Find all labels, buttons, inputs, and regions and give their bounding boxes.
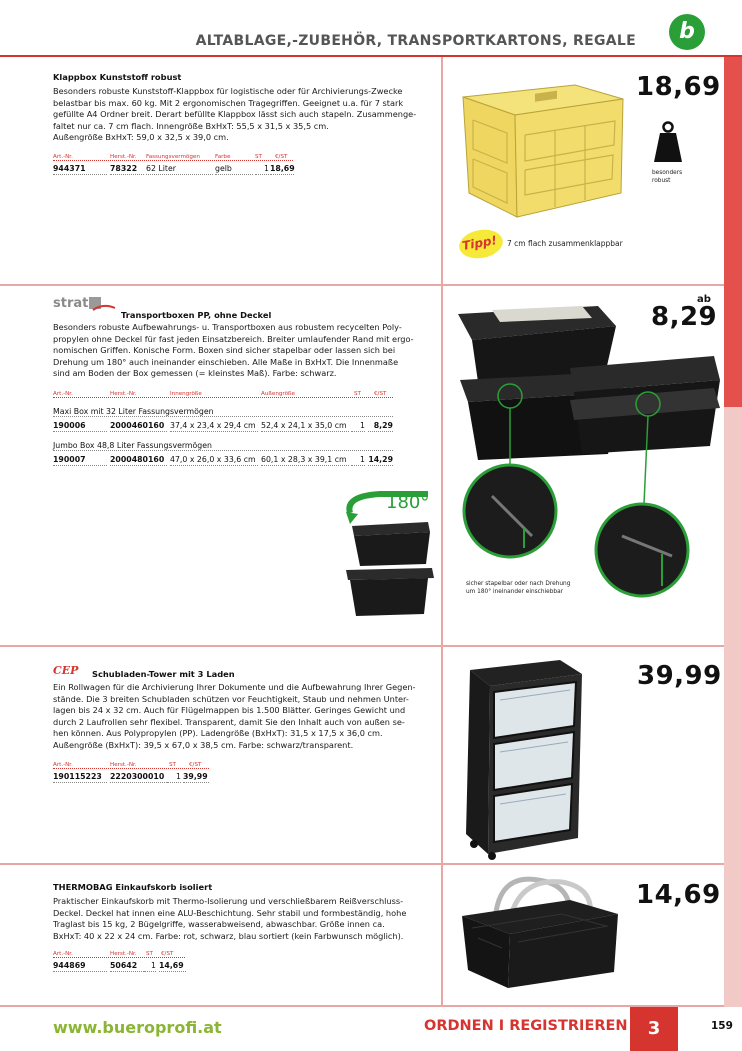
product-price: 8,29 — [651, 302, 718, 332]
product-title: THERMOBAG Einkaufskorb isoliert — [53, 882, 213, 892]
rotation-label: 180° — [386, 492, 430, 513]
product-description: Besonders robuste Kunststoff-Klappbox für logistische oder für Archivierungs-Zwecke belastbar bis max. 60 kg. Mit 2 ergonomischen Tragegriffen. Geeignet u.a. für 7 stark gefüllte A4 Ordner breit. Derart befüllte Klappbox lässt sich auch stapeln. Zusammenge- faltet nur ca. 7 cm flach. Innengröße BxHxT: 55,5 x 31,5 x 35,5 cm. Außengröße BxHxT: 59,0 x 32,5 x 39,0 cm. — [53, 86, 417, 142]
robust-note: besonders robust — [652, 170, 683, 184]
chapter-tab — [724, 57, 742, 407]
cep-logo — [53, 664, 87, 676]
strata-logo — [53, 295, 117, 315]
product-price: 18,69 — [636, 72, 721, 102]
section-divider-1 — [0, 284, 724, 286]
klappbox-image — [455, 75, 630, 225]
page-number: 159 — [711, 1020, 733, 1032]
drawer-tower-image — [460, 654, 590, 860]
cep-logo-text: CEP — [53, 664, 79, 676]
product-description: Praktischer Einkaufskorb mit Thermo-Isolierung und verschließbarem Reißverschluss- Deckel. Deckel hat innen eine ALU-Beschichtung. Sehr stabil und formbeständig, hohe Traglast bis 15 kg, 2 Bügelgriffe, wasserabweisend, abwaschbar. Größe innen ca. BxHxT: 40 x 22 x 24 cm. Farbe: rot, schwarz, blau sortiert (kein Farbwunsch möglich). — [53, 896, 407, 941]
product-price: 39,99 — [637, 661, 722, 691]
tip-label: Tipp! — [461, 233, 498, 253]
section-divider-3 — [0, 863, 724, 865]
product-description: Besonders robuste Aufbewahrungs- u. Transportboxen aus robustem recycelten Poly- propylen ohne Deckel für fast jeden Einsatzbereich. Breiter umlaufender Rand mit ergo- nomischen Griffen. Konische Form. Boxen sind sicher stapelbar oder lassen sich bei Drehung um 180° auch ineinander einschieben. Alle Maße in BxHxT. Die Innenmaße sind am Boden der Box gemessen (= kleinstes Maß). Farbe: schwarz. — [53, 322, 414, 378]
product-title: Klappbox Kunststoff robust — [53, 72, 182, 82]
chapter-tab-light — [724, 407, 742, 1007]
footer-section-banner: ORDNEN I REGISTRIEREN — [424, 1018, 628, 1034]
page-header-title: ALTABLAGE,-ZUBEHÖR, TRANSPORTKARTONS, REGALE — [195, 33, 636, 49]
header-divider — [0, 55, 742, 57]
price-prefix: ab — [697, 294, 711, 305]
product-title: Schubladen-Tower mit 3 Laden — [92, 669, 235, 679]
row-label-jumbo: Jumbo Box 48,8 Liter Fassungsvermögen — [53, 441, 393, 451]
row-label-maxi: Maxi Box mit 32 Liter Fassungsvermögen — [53, 407, 393, 417]
product-description: Ein Rollwagen für die Archivierung Ihrer Dokumente und die Aufbewahrung Ihrer Gegen- stände. Die 3 breiten Schubladen schützen vor Feuchtigkeit, Staub und nehmen Unter- lagen bis 24 x 32 cm. Auch für Flügelmappen bis 1.500 Blätter. Geringes Gewicht und durch 2 Laufrollen sehr flexibel. Transparent, damit Sie den Inhalt auch von außen se- hen können. Aus Polypropylen (PP). Ladengröße (BxHxT): 31,5 x 17,5 x 36,0 cm. Außengröße (BxHxT): 39,5 x 67,0 x 38,5 cm. Farbe: schwarz/transparent. — [53, 682, 416, 750]
chapter-number: 3 — [630, 1007, 678, 1051]
section-divider-2 — [0, 645, 724, 647]
section-divider-4 — [0, 1005, 724, 1007]
thermobag-image — [458, 872, 623, 992]
brand-badge-icon: b — [669, 14, 705, 50]
tip-text: 7 cm flach zusammenklappbar — [507, 239, 623, 248]
footer-url[interactable]: www.bueroprofi.at — [53, 1018, 222, 1037]
svg-text:strat: strat — [53, 296, 89, 311]
transportbox-image — [452, 296, 722, 626]
product-price: 14,69 — [636, 880, 721, 910]
stack-note: sicher stapelbar oder nach Drehung um 180° ineinander einschiebbar — [466, 581, 571, 595]
weight-icon — [653, 120, 683, 162]
product-title: Transportboxen PP, ohne Deckel — [121, 310, 272, 320]
